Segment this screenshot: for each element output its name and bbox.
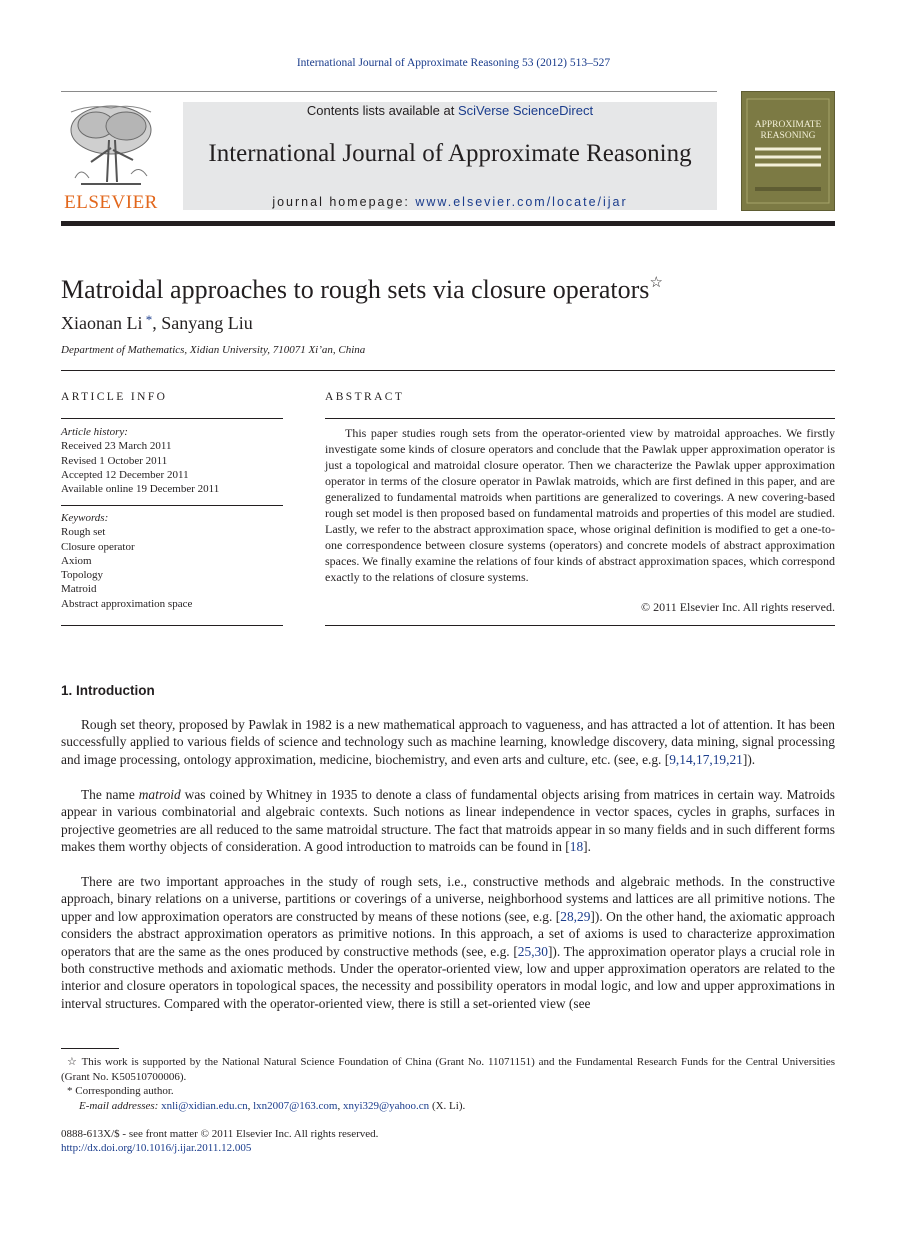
article-title: [61, 273, 663, 305]
issn-copyright-line: 0888-613X/$ - see front matter © 2011 Elsevier Inc. All rights reserved.: [61, 1128, 379, 1140]
email-link[interactable]: xnli@xidian.edu.cn: [161, 1100, 248, 1112]
article-title-text: Matroidal approaches to rough sets via closure operators: [61, 275, 650, 304]
author-separator: ,: [152, 313, 162, 333]
email-owner: (X. Li).: [429, 1100, 466, 1112]
article-info-heading: ARTICLE INFO: [61, 391, 168, 403]
article-info-rule: [61, 505, 283, 506]
citation-link[interactable]: 28,29: [560, 908, 591, 924]
citation-link[interactable]: 9,14,17,19,21: [669, 751, 743, 767]
author-name: Sanyang Liu: [161, 313, 253, 333]
footnote-text: Corresponding author.: [72, 1085, 174, 1097]
keyword-item: Abstract approximation space: [61, 597, 193, 610]
abstract-copyright: © 2011 Elsevier Inc. All rights reserved.: [641, 600, 835, 614]
article-info-rule: [61, 625, 283, 626]
paragraph-text: ]). On the other hand, the axiomatic approach considers the abstract approximation operators as primitive notions. In this approach, a set of axioms is used to characterize approximation operators that are the same as the ones produced by constructive methods (see, e.g. [: [61, 908, 835, 959]
intro-paragraph: [61, 873, 835, 1012]
corresponding-author-mark[interactable]: *: [142, 312, 153, 327]
keywords: [61, 511, 283, 611]
author-affiliation: Department of Mathematics, Xidian University, 710071 Xi’an, China: [61, 344, 366, 356]
homepage-link[interactable]: www.elsevier.com/locate/ijar: [415, 195, 628, 209]
keywords-label: Keywords:: [61, 512, 109, 524]
contents-prefix: Contents lists available at: [306, 103, 458, 118]
title-footnote-star-icon[interactable]: ☆: [649, 275, 663, 291]
paragraph-text: There are two important approaches in the study of rough sets, i.e., constructive methods and algebraic methods. In the constructive approach, binary relations on a universe, partitions or coverings of a universe, neighborhood systems and lattices are all primitive notions. The upper and low approximation operators are constructed by means of these notions (see, e.g. [: [61, 874, 835, 924]
abstract-text: This paper studies rough sets from the operator-oriented view by matroidal approaches. We firstly investigate some kinds of closure operators and conclude that the Pawlak upper approximation operator is just a topological and matroidal closure operator. Then we characterize the Pawlak upper approximation operator in terms of the closure operator in Pawlak matroids, which are first defined in this paper, and are generalized to fundamental matroids when partitions are generalized to coverings. A new covering-based rough set model is then proposed based on fundamental matroids and properties of this model are studied. Lastly, we refer to the abstract approximation space, whose original definition is modified to get a one-to-one correspondence between closure systems (operators) and concrete models of abstract approximation spaces. We finally examine the relations of four kinds of abstract approximation spaces, which correspond exactly to the relations of closure systems.: [325, 426, 835, 584]
homepage-label: journal homepage:: [272, 195, 416, 209]
history-item: Received 23 March 2011: [61, 440, 172, 453]
history-item: Revised 1 October 2011: [61, 454, 168, 467]
funding-footnote: [61, 1055, 835, 1084]
email-label: E-mail addresses:: [79, 1100, 162, 1112]
elsevier-wordmark: ELSEVIER: [64, 192, 158, 213]
history-item: Accepted 12 December 2011: [61, 468, 189, 481]
author-list: [61, 312, 253, 334]
email-separator: ,: [337, 1100, 343, 1112]
author-name: Xiaonan Li: [61, 313, 143, 333]
paragraph-text: ]). The approximation operator plays a crucial role in both constructive methods and axiomatic methods. Under the operator-oriented view, low and upper approximation operators are related to the interior and closure operators in topological spaces, the necessity and possibility operators in modal logic, and low and upper approximations in interval structures. Compared with the operator-oriented view, there is still a set-oriented view (see: [61, 943, 835, 1011]
keyword-item: Closure operator: [61, 540, 135, 553]
keyword-item: Axiom: [61, 554, 92, 567]
paragraph-text: ]).: [742, 751, 756, 767]
email-separator: ,: [247, 1100, 254, 1112]
history-label: Article history:: [61, 426, 128, 438]
header-rule: [61, 91, 717, 92]
section-rule: [61, 370, 835, 371]
section-heading-introduction: 1. Introduction: [61, 683, 155, 698]
email-link[interactable]: lxn2007@163.com: [253, 1100, 338, 1112]
footnote-star-icon: ☆: [67, 1056, 78, 1068]
cover-title-line2: REASONING: [760, 131, 816, 141]
corresponding-author-footnote: [67, 1084, 841, 1099]
paragraph-text: The name: [81, 787, 139, 802]
email-footnote: [79, 1099, 853, 1114]
doi-link[interactable]: http://dx.doi.org/10.1016/j.ijar.2011.12.005: [61, 1142, 252, 1154]
intro-paragraph: [61, 786, 835, 856]
abstract-heading: ABSTRACT: [325, 391, 405, 403]
journal-homepage: [183, 195, 717, 209]
footnote-text: This work is supported by the National Natural Science Foundation of China (Grant No. 11071151) and the Fundamental Research Funds for the Central Universities (Grant No. K50510700006).: [61, 1056, 835, 1083]
footnote-rule: [61, 1048, 119, 1049]
keyword-item: Rough set: [61, 526, 106, 539]
journal-citation-link[interactable]: International Journal of Approximate Reasoning 53 (2012) 513–527: [296, 57, 611, 69]
history-item: Available online 19 December 2011: [61, 483, 220, 496]
footnote-asterisk: *: [67, 1085, 73, 1097]
keyword-item: Matroid: [61, 583, 97, 596]
citation-link[interactable]: 18: [569, 839, 584, 855]
paragraph-text: was coined by Whitney in 1935 to denote a class of fundamental objects arising from matrices in certain way. Matroids appear in various combinatorial and algebraic contexts. Such notions as linear independence in vector spaces, cycles in graphs, surfaces in projective geometries are all reduced to the same matroidal structure. The fact that matroids appear in so many fields and in such different forms makes them worthy objects of consideration. A good introduction to matroids can be found in [: [61, 787, 836, 855]
header-thick-rule: [61, 221, 835, 226]
email-link[interactable]: xnyi329@yahoo.cn: [342, 1100, 430, 1112]
abstract-rule: [325, 418, 835, 419]
keyword-item: Topology: [61, 569, 104, 582]
paragraph-text: Rough set theory, proposed by Pawlak in 1982 is a new mathematical approach to vagueness, and has attracted a lot of attention. It has been successfully applied to various fields of science and technology such as machine learning, knowledge discovery, data mining, signal processing and image processing, ontology approximation, medicine, biochemistry, and even arts and culture, etc. (see, e.g. [: [61, 717, 835, 767]
journal-name: International Journal of Approximate Reasoning: [208, 140, 692, 167]
article-info-rule: [61, 418, 283, 419]
paragraph-text: ].: [583, 839, 591, 855]
article-history: [61, 425, 283, 496]
emphasized-term: matroid: [138, 787, 181, 802]
sciencedirect-link[interactable]: SciVerse ScienceDirect: [457, 103, 594, 118]
cover-title-line1: APPROXIMATE: [754, 120, 822, 130]
abstract-rule: [325, 625, 835, 626]
contents-availability: [183, 103, 717, 118]
intro-paragraph: [61, 716, 835, 768]
citation-link[interactable]: 25,30: [517, 943, 548, 959]
journal-cover-image: [741, 91, 835, 211]
